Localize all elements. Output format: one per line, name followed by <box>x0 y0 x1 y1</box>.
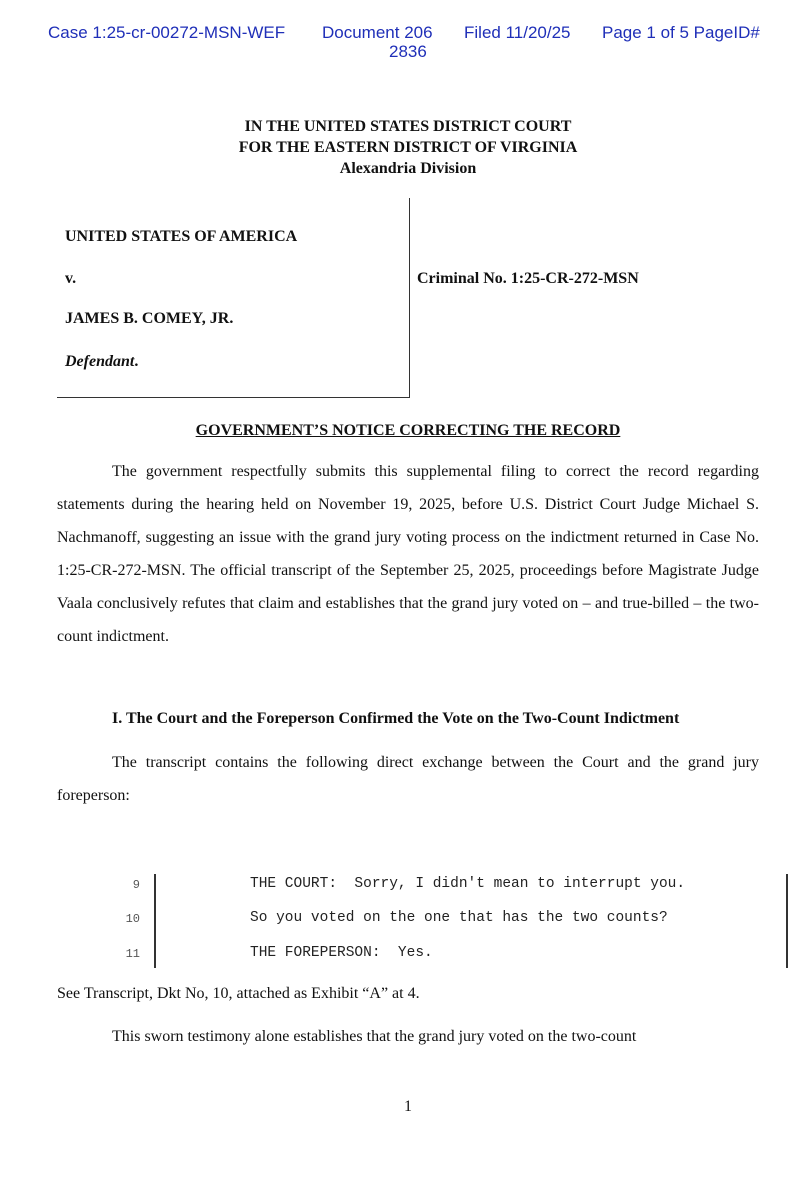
transcript-right-rule <box>786 874 788 968</box>
page-count-stamp: Page 1 of 5 PageID# <box>602 23 760 42</box>
transcript-line-number: 10 <box>125 912 140 926</box>
caption-versus: v. <box>65 270 77 287</box>
court-district: FOR THE EASTERN DISTRICT OF VIRGINIA <box>238 139 578 156</box>
caption-defendant: JAMES B. COMEY, JR. <box>65 310 234 327</box>
caption-role-text: Defendant <box>65 353 135 370</box>
section-heading: I. The Court and the Foreperson Confirmed the Vote on the Two-Count Indictment <box>112 710 680 727</box>
caption-role-punct: . <box>134 353 139 370</box>
transcript-line <box>100 945 780 975</box>
transcript-line-text: THE FOREPERSON: Yes. <box>250 945 433 961</box>
transcript-excerpt <box>100 868 790 970</box>
case-number-stamp: Case 1:25-cr-00272-MSN-WEF <box>48 23 286 42</box>
caption-defendant-role <box>65 353 138 371</box>
caption-plaintiff: UNITED STATES OF AMERICA <box>65 228 298 245</box>
transcript-line-number: 11 <box>125 947 140 961</box>
transcript-citation: See Transcript, Dkt No, 10, attached as Exhibit “A” at 4. <box>57 985 420 1002</box>
document-number-stamp: Document 206 <box>322 23 433 42</box>
court-name: IN THE UNITED STATES DISTRICT COURT <box>244 118 572 135</box>
criminal-number: Criminal No. 1:25-CR-272-MSN <box>417 270 639 287</box>
page-number: 1 <box>404 1098 412 1115</box>
transcript-line <box>100 876 780 906</box>
transcript-line-text: So you voted on the one that has the two counts? <box>250 910 668 926</box>
page-id-stamp: 2836 <box>389 42 427 61</box>
court-division: Alexandria Division <box>339 160 477 177</box>
intro-paragraph: The government respectfully submits this supplemental filing to correct the record regarding statements during the hearing held on November 19, 2025, before U.S. District Court Judge Michael S. Nachmanoff, suggesting an issue with the grand jury voting process on the indictment returned in Case No. 1:25-CR-272-MSN. The official transcript of the September 25, 2025, proceedings before Magistrate Judge Vaala conclusively refutes that claim and establishes that the grand jury voted on – and true-billed – the two-count indictment. <box>57 463 759 645</box>
filed-date-stamp: Filed 11/20/25 <box>464 23 571 42</box>
court-heading <box>0 116 806 179</box>
transcript-line <box>100 910 780 940</box>
transcript-intro-paragraph: The transcript contains the following direct exchange between the Court and the grand jury foreperson: <box>57 754 759 804</box>
document-title: GOVERNMENT’S NOTICE CORRECTING THE RECORD <box>195 422 621 439</box>
conclusion-paragraph: This sworn testimony alone establishes that the grand jury voted on the two-count <box>112 1028 637 1045</box>
transcript-line-number: 9 <box>132 878 140 892</box>
transcript-line-text: THE COURT: Sorry, I didn't mean to interrupt you. <box>250 876 686 892</box>
